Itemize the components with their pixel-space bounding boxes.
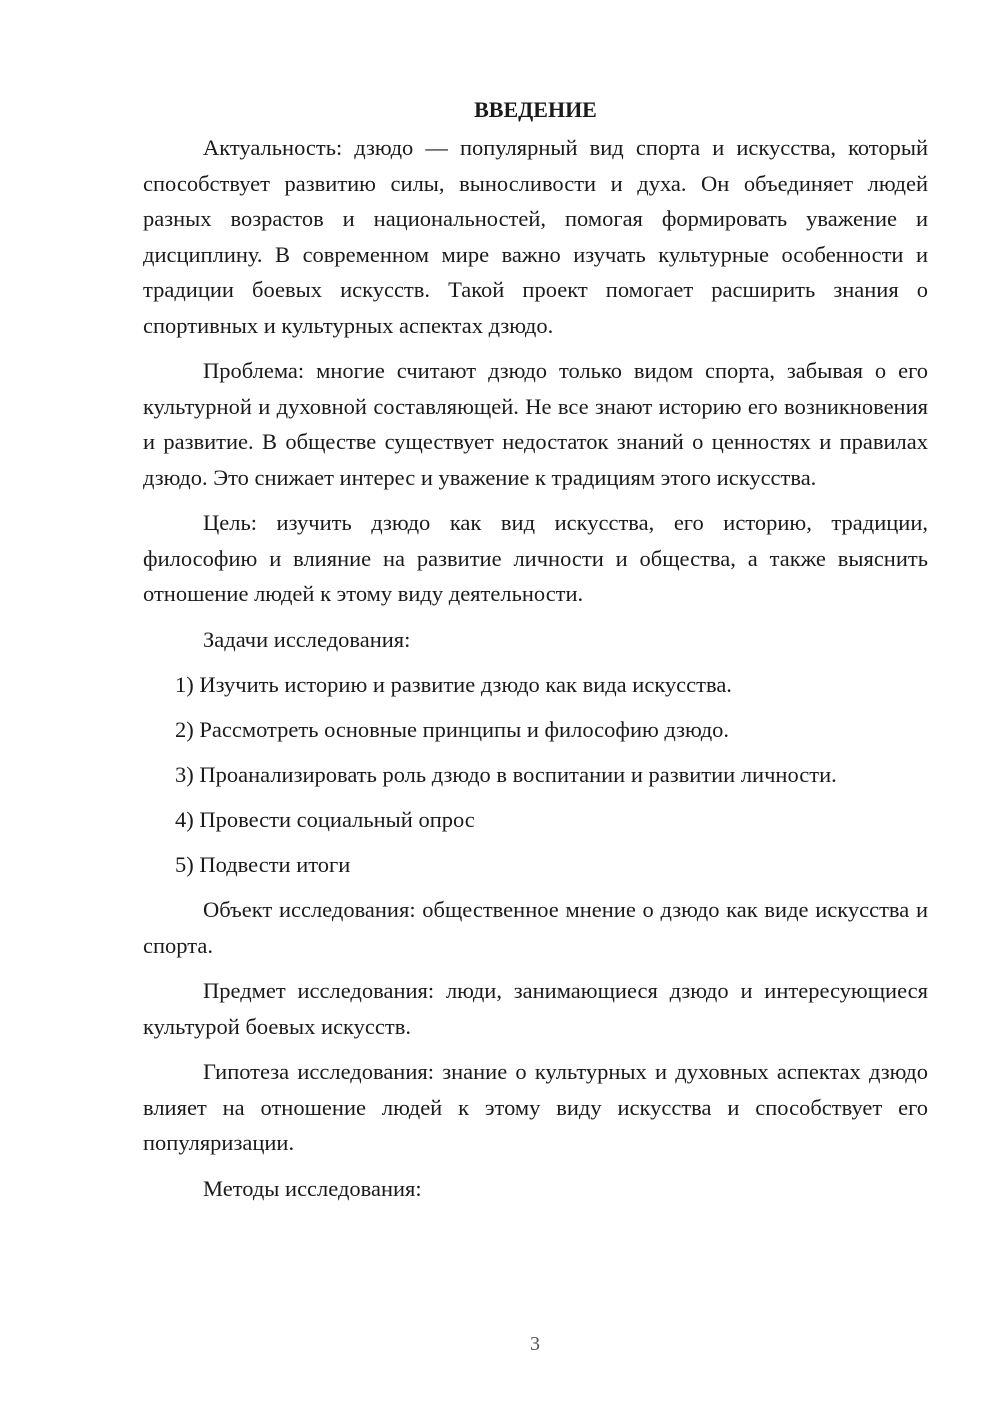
task-item: 4) Провести социальный опрос bbox=[175, 807, 475, 832]
page-number: 3 bbox=[530, 1333, 540, 1355]
problem-paragraph: Проблема: многие считают дзюдо только видом спорта, забывая о его культурной и духовной составляющей. Не все знают историю его возникновения и развитие. В обществе существует недостаток знаний о ценностях и правилах дзюдо. Это снижает интерес и уважение к традициям этого искусства. bbox=[143, 358, 928, 490]
hypothesis-paragraph: Гипотеза исследования: знание о культурных и духовных аспектах дзюдо влияет на отношение людей к этому виду искусства и способствует его популяризации. bbox=[143, 1059, 928, 1155]
tasks-heading: Задачи исследования: bbox=[203, 626, 411, 652]
object-paragraph: Объект исследования: общественное мнение о дзюдо как виде искусства и спорта. bbox=[143, 897, 928, 958]
task-item: 3) Проанализировать роль дзюдо в воспитании и развитии личности. bbox=[175, 762, 837, 787]
relevance-paragraph: Актуальность: дзюдо — популярный вид спорта и искусства, который способствует развитию силы, выносливости и духа. Он объединяет людей разных возрастов и национальностей, помогая формировать уважение и дисциплину. В современном мире важно изучать культурные особенности и традиции боевых искусств. Такой проект помогает расширить знания о спортивных и культурных аспектах дзюдо. bbox=[143, 135, 928, 338]
task-item: 5) Подвести итоги bbox=[175, 852, 351, 877]
goal-paragraph: Цель: изучить дзюдо как вид искусства, его историю, традиции, философию и влияние на развитие личности и общества, а также выяснить отношение людей к этому виду деятельности. bbox=[143, 510, 928, 606]
page-title: ВВЕДЕНИЕ bbox=[474, 97, 597, 122]
task-item: 1) Изучить историю и развитие дзюдо как вида искусства. bbox=[175, 672, 732, 697]
task-item: 2) Рассмотреть основные принципы и философию дзюдо. bbox=[175, 717, 730, 742]
subject-paragraph: Предмет исследования: люди, занимающиеся дзюдо и интересующиеся культурой боевых искусств. bbox=[143, 978, 928, 1039]
document-page bbox=[143, 92, 928, 1216]
tasks-list bbox=[143, 667, 928, 883]
methods-heading: Методы исследования: bbox=[203, 1175, 422, 1201]
